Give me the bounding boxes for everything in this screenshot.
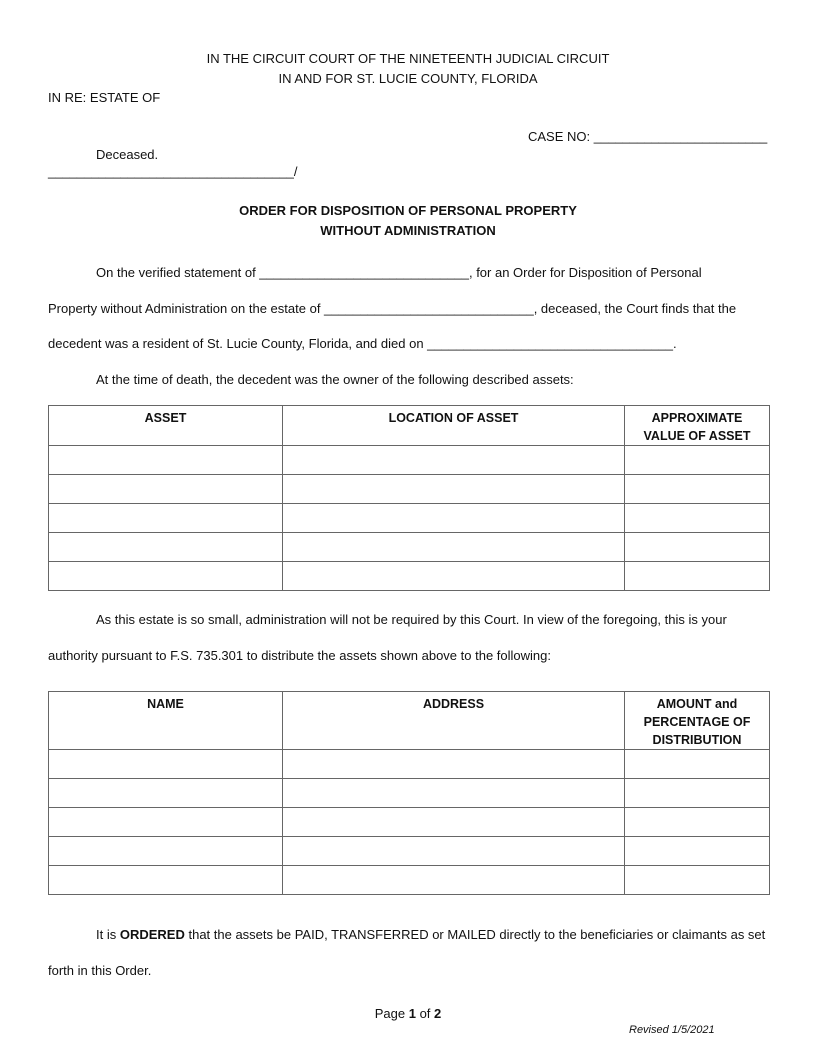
table-row <box>49 808 770 837</box>
table-cell[interactable] <box>283 866 625 895</box>
court-header-line2: IN AND FOR ST. LUCIE COUNTY, FLORIDA <box>278 71 538 86</box>
address-column-header: ADDRESS <box>283 692 625 750</box>
value-column-header: APPROXIMATE VALUE OF ASSET <box>625 406 770 446</box>
table-cell[interactable] <box>49 446 283 475</box>
table-cell[interactable] <box>625 504 770 533</box>
court-header-line1: IN THE CIRCUIT COURT OF THE NINETEENTH JUDICIAL CIRCUIT <box>206 51 610 66</box>
table-cell[interactable] <box>283 475 625 504</box>
paragraph-small-estate-line1: As this estate is so small, administration will not be required by this Court. In view of the foregoing, this is your <box>96 612 727 627</box>
table-row <box>49 446 770 475</box>
location-column-header: LOCATION OF ASSET <box>283 406 625 446</box>
revision-date: Revised 1/5/2021 <box>629 1024 715 1036</box>
table-cell[interactable] <box>625 562 770 591</box>
deceased-name-line: __________________________________/ <box>48 164 298 179</box>
table-cell[interactable] <box>283 533 625 562</box>
document-title-line2: WITHOUT ADMINISTRATION <box>320 223 496 238</box>
deceased-label: Deceased. <box>96 147 159 162</box>
table-cell[interactable] <box>625 837 770 866</box>
table-cell[interactable] <box>625 866 770 895</box>
table-cell[interactable] <box>283 446 625 475</box>
assets-table-header <box>49 406 770 446</box>
document-title-line1: ORDER FOR DISPOSITION OF PERSONAL PROPERTY <box>239 203 577 218</box>
assets-table <box>48 405 770 591</box>
table-row <box>49 866 770 895</box>
table-row <box>49 750 770 779</box>
paragraph-verified-statement-line3: decedent was a resident of St. Lucie County, Florida, and died on __________________________________. <box>48 336 677 351</box>
distribution-table <box>48 691 770 895</box>
table-cell[interactable] <box>49 779 283 808</box>
ordered-pre-text: It is <box>96 927 120 942</box>
table-cell[interactable] <box>625 750 770 779</box>
name-column-header: NAME <box>49 692 283 750</box>
distribution-table-header <box>49 692 770 750</box>
table-cell[interactable] <box>49 837 283 866</box>
table-row <box>49 837 770 866</box>
table-cell[interactable] <box>49 475 283 504</box>
table-cell[interactable] <box>283 779 625 808</box>
table-cell[interactable] <box>49 808 283 837</box>
table-cell[interactable] <box>49 562 283 591</box>
table-cell[interactable] <box>49 504 283 533</box>
table-cell[interactable] <box>625 446 770 475</box>
paragraph-small-estate-line2: authority pursuant to F.S. 735.301 to distribute the assets shown above to the following: <box>48 648 551 663</box>
paragraph-ordered-line1 <box>96 927 765 942</box>
table-cell[interactable] <box>283 837 625 866</box>
table-cell[interactable] <box>283 562 625 591</box>
asset-column-header: ASSET <box>49 406 283 446</box>
table-cell[interactable] <box>283 808 625 837</box>
ordered-keyword: ORDERED <box>119 927 185 942</box>
paragraph-assets-intro: At the time of death, the decedent was the owner of the following described assets: <box>96 372 574 387</box>
table-cell[interactable] <box>283 504 625 533</box>
paragraph-verified-statement-line1: On the verified statement of _____________________________, for an Order for Disposition of Personal <box>96 265 702 280</box>
table-cell[interactable] <box>625 533 770 562</box>
case-number-field: CASE NO: ________________________ <box>528 129 768 144</box>
in-re-label: IN RE: ESTATE OF <box>48 90 161 105</box>
table-row <box>49 562 770 591</box>
table-cell[interactable] <box>283 750 625 779</box>
page-number: Page 1 of 2 <box>374 1006 442 1021</box>
table-cell[interactable] <box>625 779 770 808</box>
amount-column-header: AMOUNT and PERCENTAGE OF DISTRIBUTION <box>625 692 770 750</box>
paragraph-ordered-line2: forth in this Order. <box>48 963 152 978</box>
table-cell[interactable] <box>625 808 770 837</box>
table-cell[interactable] <box>49 533 283 562</box>
table-cell[interactable] <box>49 866 283 895</box>
table-row <box>49 475 770 504</box>
paragraph-verified-statement-line2: Property without Administration on the estate of _____________________________, deceased, the Court finds that the <box>48 301 737 316</box>
table-row <box>49 779 770 808</box>
table-cell[interactable] <box>49 750 283 779</box>
table-cell[interactable] <box>625 475 770 504</box>
table-row <box>49 533 770 562</box>
ordered-post-text: that the assets be PAID, TRANSFERRED or MAILED directly to the beneficiaries or claimants as set <box>184 927 766 942</box>
table-row <box>49 504 770 533</box>
